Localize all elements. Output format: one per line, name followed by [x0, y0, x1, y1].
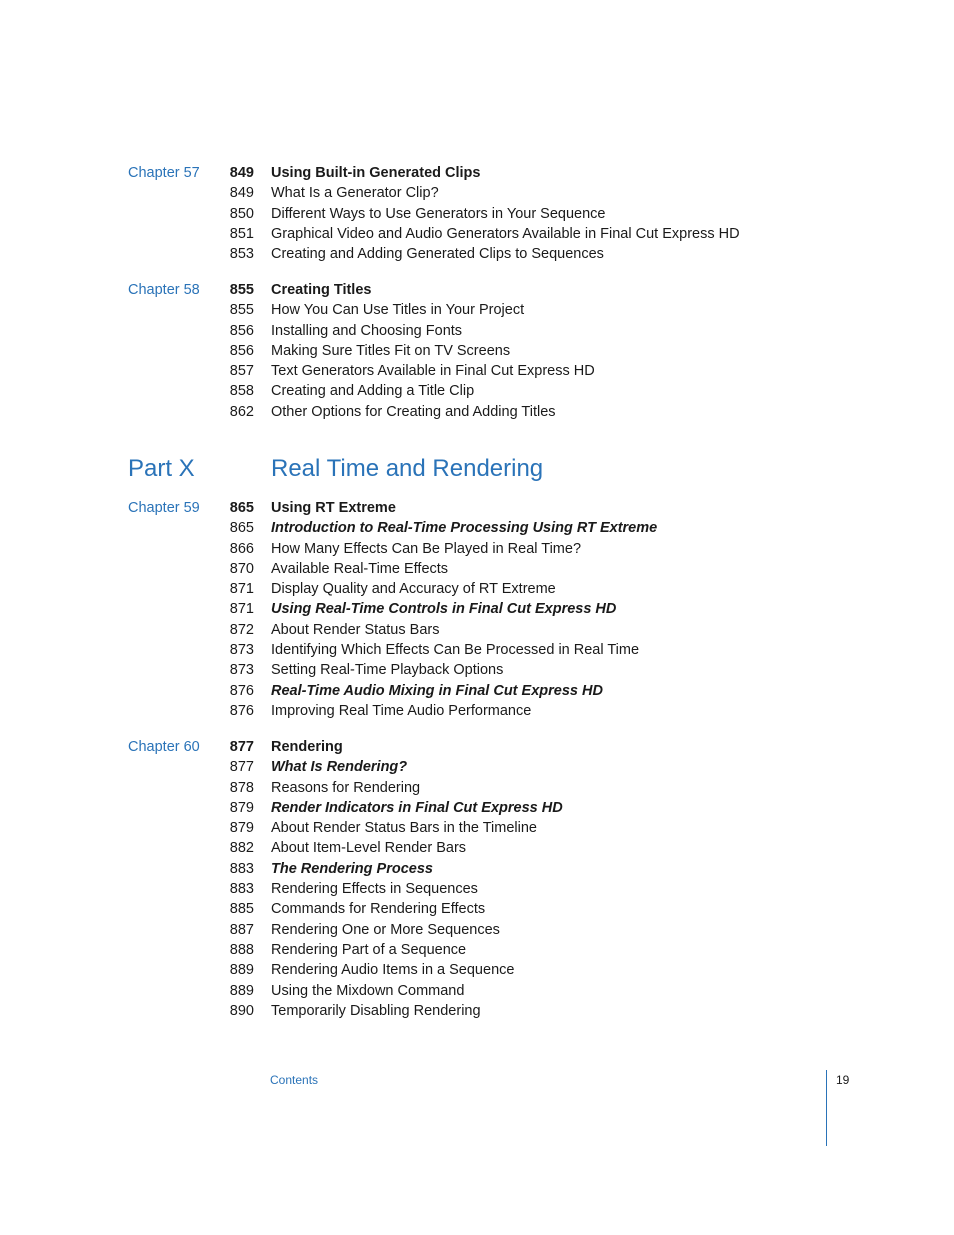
toc-row[interactable]: [0, 960, 954, 980]
page-number: 877: [229, 759, 254, 776]
toc-row[interactable]: [0, 798, 954, 818]
toc-row[interactable]: [0, 818, 954, 838]
footer-page-number: 19: [836, 1073, 850, 1087]
chapter-label[interactable]: Chapter 59: [128, 500, 200, 516]
chapter-59-block: [0, 498, 954, 721]
entry-title[interactable]: The Rendering Process: [271, 860, 433, 877]
page-number: 883: [229, 881, 254, 898]
entry-title[interactable]: Installing and Choosing Fonts: [271, 322, 463, 339]
page-number: 856: [229, 342, 254, 359]
chapter-label[interactable]: Chapter 60: [128, 739, 200, 755]
entry-title[interactable]: Render Indicators in Final Cut Express HD: [271, 799, 563, 816]
page-number: 877: [229, 739, 254, 755]
toc-row[interactable]: [0, 701, 954, 721]
entry-title[interactable]: About Render Status Bars in the Timeline: [271, 820, 537, 837]
toc-row[interactable]: [0, 940, 954, 960]
page-number: 889: [229, 962, 254, 979]
toc-row[interactable]: [0, 518, 954, 538]
entry-title[interactable]: Creating Titles: [271, 282, 372, 298]
entry-title[interactable]: Other Options for Creating and Adding Titles: [271, 403, 556, 420]
page-number: 853: [229, 246, 254, 263]
toc-row[interactable]: [0, 778, 954, 798]
entry-title[interactable]: About Render Status Bars: [271, 621, 440, 638]
entry-title[interactable]: Improving Real Time Audio Performance: [271, 702, 532, 719]
entry-title[interactable]: Graphical Video and Audio Generators Available in Final Cut Express HD: [271, 225, 740, 242]
page-number: 865: [229, 500, 254, 516]
page-number: 865: [229, 520, 254, 537]
page-number: 855: [229, 282, 254, 298]
chapter-60-block: [0, 737, 954, 1021]
page-number: 856: [229, 322, 254, 339]
toc-row[interactable]: [0, 681, 954, 701]
entry-title[interactable]: Using Real-Time Controls in Final Cut Express HD: [271, 601, 617, 618]
toc-row[interactable]: [0, 879, 954, 899]
part-label[interactable]: Part X: [128, 455, 195, 482]
page-number: 857: [229, 363, 254, 380]
page-number: 866: [229, 540, 254, 557]
entry-title[interactable]: Rendering One or More Sequences: [271, 921, 500, 938]
chapter-58-block: [0, 280, 954, 422]
entry-title[interactable]: Introduction to Real-Time Processing Using RT Extreme: [271, 520, 658, 537]
page-number: 862: [229, 403, 254, 420]
entry-title[interactable]: Using RT Extreme: [271, 500, 396, 516]
toc-row[interactable]: [0, 300, 954, 320]
toc-row[interactable]: [0, 204, 954, 224]
toc-row[interactable]: [0, 559, 954, 579]
toc-row[interactable]: [0, 920, 954, 940]
toc-row[interactable]: [0, 402, 954, 422]
entry-title[interactable]: Temporarily Disabling Rendering: [271, 1002, 481, 1019]
page-number: 849: [229, 185, 254, 202]
entry-title[interactable]: Rendering Part of a Sequence: [271, 941, 467, 958]
page-number: 887: [229, 921, 254, 938]
toc-row[interactable]: [0, 579, 954, 599]
page-number: 855: [229, 302, 254, 319]
entry-title[interactable]: Available Real-Time Effects: [271, 560, 449, 577]
page-number: 879: [229, 799, 254, 816]
page-number: 879: [229, 820, 254, 837]
part-title[interactable]: Real Time and Rendering: [271, 455, 544, 482]
toc-row[interactable]: [0, 539, 954, 559]
entry-title[interactable]: Commands for Rendering Effects: [271, 901, 486, 918]
toc-row[interactable]: [0, 757, 954, 777]
chapter-label[interactable]: Chapter 58: [128, 282, 200, 298]
page-number: 858: [229, 383, 254, 400]
toc-row[interactable]: [0, 640, 954, 660]
page-number: 870: [229, 560, 254, 577]
toc-row[interactable]: [0, 244, 954, 264]
toc-row[interactable]: [0, 321, 954, 341]
toc-row[interactable]: [0, 224, 954, 244]
page-number: 890: [229, 1002, 254, 1019]
entry-title[interactable]: Making Sure Titles Fit on TV Screens: [271, 342, 511, 359]
entry-title[interactable]: Rendering Audio Items in a Sequence: [271, 962, 515, 979]
page-number: 872: [229, 621, 254, 638]
toc-row[interactable]: [0, 361, 954, 381]
toc-row[interactable]: [0, 599, 954, 619]
page-number: 885: [229, 901, 254, 918]
toc-row[interactable]: [0, 280, 954, 300]
page-number: 882: [229, 840, 254, 857]
page-number: 876: [229, 682, 254, 699]
page-number: 850: [229, 205, 254, 222]
toc-row[interactable]: [0, 899, 954, 919]
page-number: 849: [229, 165, 254, 181]
entry-title[interactable]: Display Quality and Accuracy of RT Extreme: [271, 581, 556, 598]
entry-title[interactable]: Real-Time Audio Mixing in Final Cut Express HD: [271, 682, 603, 699]
entry-title[interactable]: About Item-Level Render Bars: [271, 840, 467, 857]
page-number: 883: [229, 860, 254, 877]
toc-row[interactable]: [0, 737, 954, 757]
entry-title[interactable]: Reasons for Rendering: [271, 779, 421, 796]
entry-title[interactable]: Rendering: [271, 739, 343, 755]
toc-row[interactable]: [0, 620, 954, 640]
toc-row[interactable]: [0, 1001, 954, 1021]
toc-row[interactable]: [0, 163, 954, 183]
entry-title[interactable]: Rendering Effects in Sequences: [271, 881, 478, 898]
toc-row[interactable]: [0, 660, 954, 680]
toc-row[interactable]: [0, 183, 954, 203]
entry-title[interactable]: How You Can Use Titles in Your Project: [271, 302, 525, 319]
page-number: 873: [229, 642, 254, 659]
entry-title[interactable]: What Is a Generator Clip?: [271, 185, 439, 202]
entry-title[interactable]: What Is Rendering?: [271, 759, 408, 776]
toc-row[interactable]: [0, 498, 954, 518]
entry-title[interactable]: Setting Real-Time Playback Options: [271, 662, 504, 679]
entry-title[interactable]: Using the Mixdown Command: [271, 982, 465, 999]
toc-row[interactable]: [0, 981, 954, 1001]
part-heading: [0, 452, 954, 486]
page-number: 871: [229, 601, 254, 618]
entry-title[interactable]: Identifying Which Effects Can Be Processed in Real Time: [271, 642, 640, 659]
page-number: 851: [229, 225, 254, 242]
footer-section-label: Contents: [270, 1073, 319, 1087]
entry-title[interactable]: Different Ways to Use Generators in Your Sequence: [271, 205, 606, 222]
entry-title[interactable]: How Many Effects Can Be Played in Real Time?: [271, 540, 582, 557]
entry-title[interactable]: Using Built-in Generated Clips: [271, 165, 481, 181]
toc-row[interactable]: [0, 859, 954, 879]
toc-row[interactable]: [0, 381, 954, 401]
chapter-label[interactable]: Chapter 57: [128, 165, 200, 181]
toc-row[interactable]: [0, 838, 954, 858]
entry-title[interactable]: Creating and Adding a Title Clip: [271, 383, 475, 400]
toc-row[interactable]: [0, 341, 954, 361]
footer-divider: [826, 1070, 827, 1146]
page-number: 888: [229, 941, 254, 958]
page-number: 878: [229, 779, 254, 796]
page-number: 876: [229, 702, 254, 719]
page-number: 889: [229, 982, 254, 999]
page-number: 871: [229, 581, 254, 598]
page-number: 873: [229, 662, 254, 679]
chapter-57-block: [0, 163, 954, 264]
entry-title[interactable]: Text Generators Available in Final Cut Express HD: [271, 363, 595, 380]
entry-title[interactable]: Creating and Adding Generated Clips to Sequences: [271, 246, 604, 263]
